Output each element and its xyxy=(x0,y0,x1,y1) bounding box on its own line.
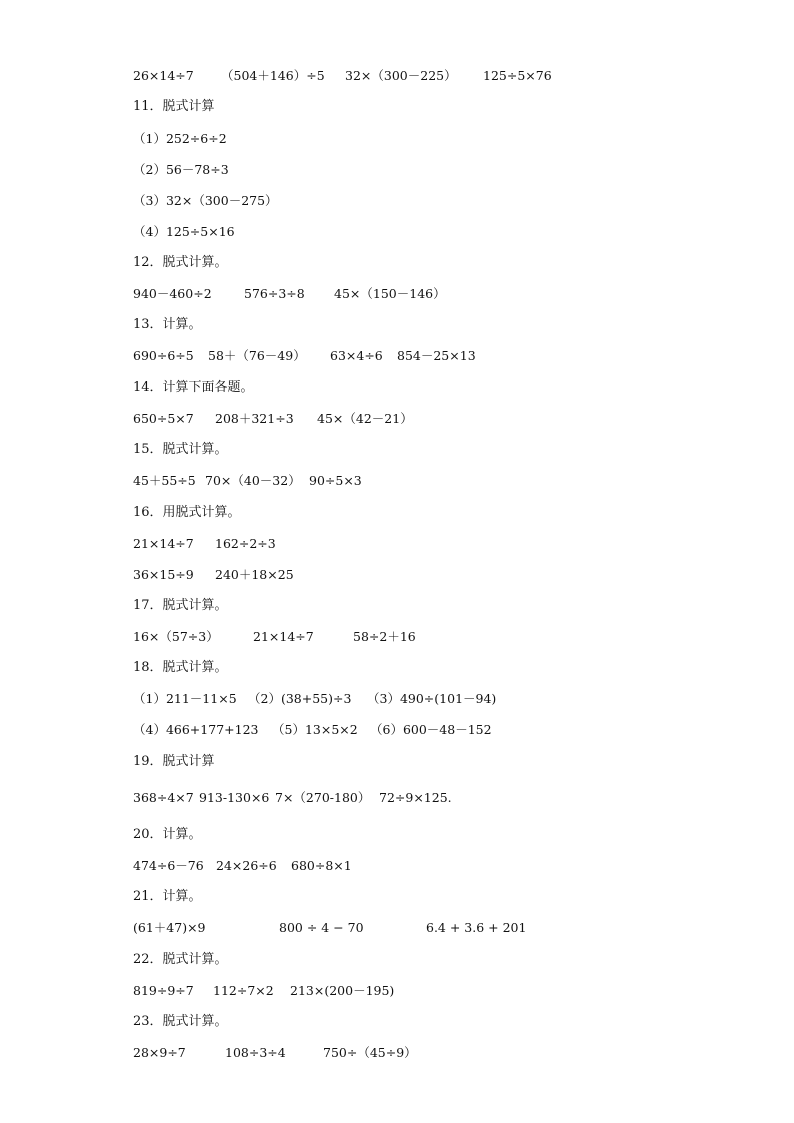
question-11-item-3: （3）32×（300－275） xyxy=(133,193,278,208)
expression: 913-130×6 xyxy=(199,790,270,805)
expression: 72÷9×125. xyxy=(379,790,452,805)
question-11-item-2: （2）56－78÷3 xyxy=(133,162,229,177)
expression: 26×14÷7 xyxy=(133,68,194,83)
question-13-heading: 13．计算。 xyxy=(133,317,202,332)
expression: 6.4 + 3.6 + 201 xyxy=(426,920,527,935)
expression: 21×14÷7 xyxy=(253,629,314,644)
expression: 16×（57÷3） xyxy=(133,629,219,644)
question-19-heading: 19．脱式计算 xyxy=(133,754,215,769)
expression: （5）13×5×2 xyxy=(272,722,358,737)
expression: （2）(38+55)÷3 xyxy=(248,691,352,706)
expression: 125÷5×76 xyxy=(483,68,552,83)
expression: 940－460÷2 xyxy=(133,286,212,301)
question-23-heading: 23．脱式计算。 xyxy=(133,1014,228,1029)
expression: (61＋47)×9 xyxy=(133,920,206,935)
question-21-heading: 21．计算。 xyxy=(133,889,202,904)
expression: 7×（270-180） xyxy=(275,790,371,805)
expression: 854－25×13 xyxy=(397,348,476,363)
question-11-heading: 11．脱式计算 xyxy=(133,99,215,114)
question-16-heading: 16．用脱式计算。 xyxy=(133,505,241,520)
expression: 36×15÷9 xyxy=(133,567,194,582)
expression: 90÷5×3 xyxy=(309,473,362,488)
expression: 240＋18×25 xyxy=(215,567,294,582)
expression: 70×（40－32） xyxy=(205,473,301,488)
expression: 368÷4×7 xyxy=(133,790,194,805)
expression: 213×(200－195) xyxy=(290,983,395,998)
expression: 162÷2÷3 xyxy=(215,536,276,551)
expression: 650÷5×7 xyxy=(133,411,194,426)
expression: 45＋55÷5 xyxy=(133,473,196,488)
expression: 28×9÷7 xyxy=(133,1045,186,1060)
expression: 45×（42－21） xyxy=(317,411,413,426)
expression: 32×（300－225） xyxy=(345,68,457,83)
expression: 576÷3÷8 xyxy=(244,286,305,301)
expression: 112÷7×2 xyxy=(213,983,274,998)
expression: （6）600－48－152 xyxy=(370,722,492,737)
expression: 474÷6－76 xyxy=(133,858,204,873)
expression: 750÷（45÷9） xyxy=(323,1045,417,1060)
question-18-heading: 18．脱式计算。 xyxy=(133,660,228,675)
expression: 819÷9÷7 xyxy=(133,983,194,998)
question-11-item-4: （4）125÷5×16 xyxy=(133,224,235,239)
question-15-heading: 15．脱式计算。 xyxy=(133,442,228,457)
expression: 45×（150－146） xyxy=(334,286,446,301)
expression: 680÷8×1 xyxy=(291,858,352,873)
question-22-heading: 22．脱式计算。 xyxy=(133,952,228,967)
question-20-heading: 20．计算。 xyxy=(133,827,202,842)
expression: （1）211－11×5 xyxy=(133,691,237,706)
expression: 24×26÷6 xyxy=(216,858,277,873)
question-12-heading: 12．脱式计算。 xyxy=(133,255,228,270)
expression: （504＋146）÷5 xyxy=(221,68,325,83)
expression: 800 ÷ 4 − 70 xyxy=(279,920,364,935)
question-11-item-1: （1）252÷6÷2 xyxy=(133,131,227,146)
question-17-heading: 17．脱式计算。 xyxy=(133,598,228,613)
expression: 58÷2＋16 xyxy=(353,629,416,644)
expression: 21×14÷7 xyxy=(133,536,194,551)
expression: 108÷3÷4 xyxy=(225,1045,286,1060)
expression: 690÷6÷5 xyxy=(133,348,194,363)
expression: 208＋321÷3 xyxy=(215,411,294,426)
expression: （3）490÷(101－94) xyxy=(367,691,497,706)
expression: （4）466+177+123 xyxy=(133,722,259,737)
expression: 58＋（76－49） xyxy=(208,348,306,363)
expression: 63×4÷6 xyxy=(330,348,383,363)
question-14-heading: 14．计算下面各题。 xyxy=(133,380,254,395)
